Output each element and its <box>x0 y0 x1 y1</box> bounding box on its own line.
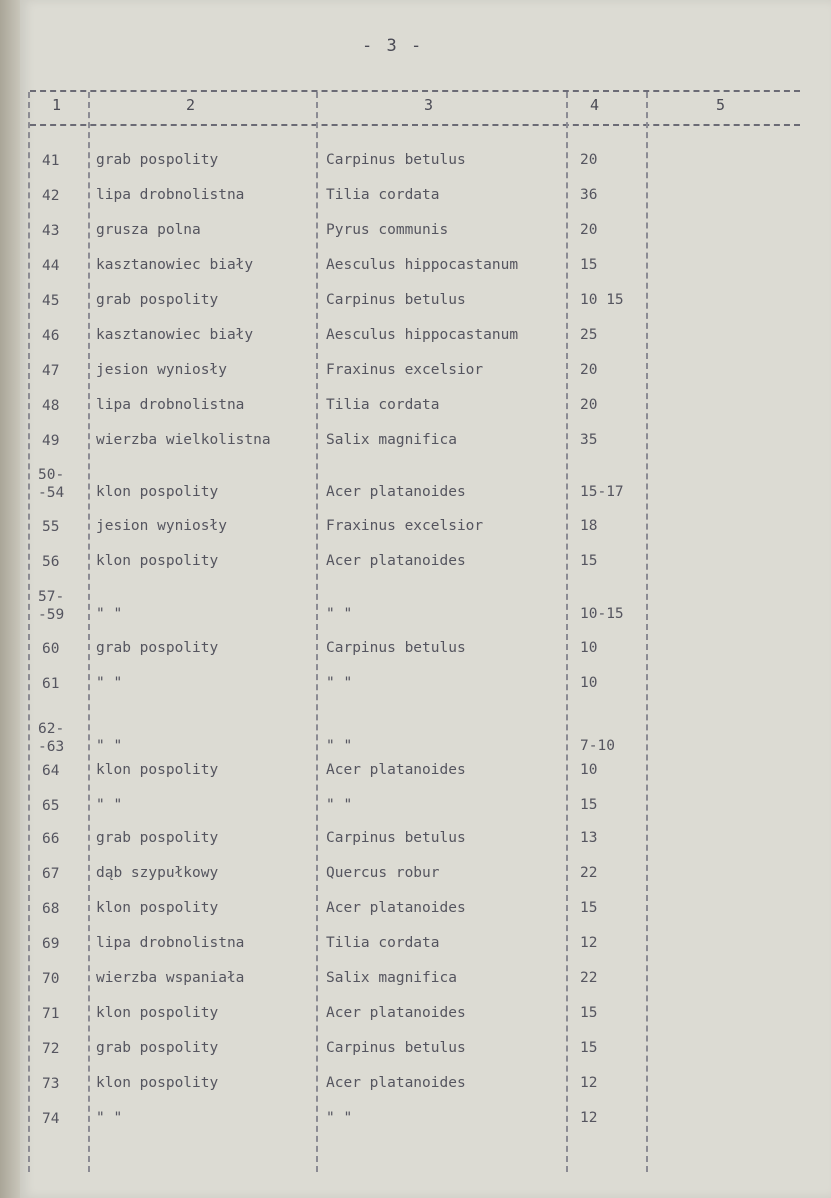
table-row <box>0 1005 831 1039</box>
row-number: 55 <box>42 519 60 535</box>
table-row <box>0 900 831 934</box>
row-number: 64 <box>42 763 60 779</box>
table-row <box>0 640 831 674</box>
polish-name: " " <box>96 606 123 622</box>
table-row <box>0 187 831 221</box>
polish-name: " " <box>96 675 123 691</box>
polish-name: klon pospolity <box>96 484 219 500</box>
latin-name: " " <box>326 738 353 754</box>
size-value: 12 <box>580 1075 598 1091</box>
size-value: 20 <box>580 362 598 378</box>
polish-name: kasztanowiec biały <box>96 257 254 273</box>
table-row <box>0 675 831 709</box>
table-row <box>0 720 831 754</box>
table-row <box>0 1110 831 1144</box>
row-number: 45 <box>42 293 60 309</box>
row-number: 72 <box>42 1041 60 1057</box>
polish-name: lipa drobnolistna <box>96 187 245 203</box>
polish-name: " " <box>96 797 123 813</box>
latin-name: Salix magnifica <box>326 432 457 448</box>
size-value: 15 <box>580 1005 598 1021</box>
table-row <box>0 970 831 1004</box>
column-header-3: 3 <box>424 96 434 114</box>
row-number: 57- -59 <box>38 589 65 623</box>
latin-name: Salix magnifica <box>326 970 457 986</box>
polish-name: klon pospolity <box>96 762 219 778</box>
column-header-5: 5 <box>716 96 726 114</box>
size-value: 15-17 <box>580 484 624 500</box>
row-number: 43 <box>42 223 60 239</box>
size-value: 12 <box>580 1110 598 1126</box>
polish-name: grab pospolity <box>96 640 219 656</box>
latin-name: Pyrus communis <box>326 222 449 238</box>
polish-name: jesion wyniosły <box>96 362 227 378</box>
table-row <box>0 397 831 431</box>
table-row <box>0 432 831 466</box>
polish-name: " " <box>96 738 123 754</box>
polish-name: grab pospolity <box>96 830 219 846</box>
table-row <box>0 588 831 622</box>
table-row <box>0 797 831 831</box>
latin-name: Acer platanoides <box>326 1075 466 1091</box>
latin-name: Acer platanoides <box>326 900 466 916</box>
latin-name: Tilia cordata <box>326 935 440 951</box>
row-number: 56 <box>42 554 60 570</box>
size-value: 10 <box>580 762 598 778</box>
polish-name: grab pospolity <box>96 292 219 308</box>
size-value: 15 <box>580 900 598 916</box>
table-row <box>0 1040 831 1074</box>
polish-name: klon pospolity <box>96 553 219 569</box>
polish-name: lipa drobnolistna <box>96 397 245 413</box>
table-row <box>0 518 831 552</box>
row-number: 66 <box>42 831 60 847</box>
polish-name: jesion wyniosły <box>96 518 227 534</box>
row-number: 42 <box>42 188 60 204</box>
table-row <box>0 762 831 796</box>
polish-name: klon pospolity <box>96 1005 219 1021</box>
latin-name: " " <box>326 675 353 691</box>
size-value: 12 <box>580 935 598 951</box>
column-header-1: 1 <box>52 96 62 114</box>
latin-name: Tilia cordata <box>326 397 440 413</box>
table-row <box>0 830 831 864</box>
row-number: 62- -63 <box>38 721 65 755</box>
table-row <box>0 1075 831 1109</box>
row-number: 71 <box>42 1006 60 1022</box>
latin-name: Fraxinus excelsior <box>326 362 484 378</box>
latin-name: Quercus robur <box>326 865 440 881</box>
latin-name: Acer platanoides <box>326 762 466 778</box>
size-value: 10-15 <box>580 606 624 622</box>
row-number: 61 <box>42 676 60 692</box>
row-number: 69 <box>42 936 60 952</box>
size-value: 20 <box>580 397 598 413</box>
row-number: 70 <box>42 971 60 987</box>
row-number: 73 <box>42 1076 60 1092</box>
size-value: 15 <box>580 553 598 569</box>
latin-name: " " <box>326 1110 353 1126</box>
row-number: 47 <box>42 363 60 379</box>
latin-name: Acer platanoides <box>326 484 466 500</box>
table-row <box>0 327 831 361</box>
table-row <box>0 292 831 326</box>
size-value: 36 <box>580 187 598 203</box>
row-number: 41 <box>42 153 60 169</box>
polish-name: grusza polna <box>96 222 201 238</box>
latin-name: Carpinus betulus <box>326 292 466 308</box>
polish-name: wierzba wielkolistna <box>96 432 271 448</box>
size-value: 22 <box>580 865 598 881</box>
size-value: 18 <box>580 518 598 534</box>
table-row <box>0 865 831 899</box>
latin-name: Acer platanoides <box>326 553 466 569</box>
size-value: 22 <box>580 970 598 986</box>
table-row <box>0 466 831 500</box>
size-value: 35 <box>580 432 598 448</box>
polish-name: lipa drobnolistna <box>96 935 245 951</box>
size-value: 10 15 <box>580 292 624 308</box>
polish-name: wierzba wspaniała <box>96 970 245 986</box>
latin-name: Aesculus hippocastanum <box>326 327 519 343</box>
latin-name: Carpinus betulus <box>326 640 466 656</box>
table-row <box>0 553 831 587</box>
polish-name: klon pospolity <box>96 1075 219 1091</box>
row-number: 49 <box>42 433 60 449</box>
latin-name: " " <box>326 606 353 622</box>
size-value: 13 <box>580 830 598 846</box>
table-row <box>0 152 831 186</box>
latin-name: " " <box>326 797 353 813</box>
row-number: 65 <box>42 798 60 814</box>
polish-name: grab pospolity <box>96 152 219 168</box>
latin-name: Fraxinus excelsior <box>326 518 484 534</box>
row-number: 74 <box>42 1111 60 1127</box>
latin-name: Tilia cordata <box>326 187 440 203</box>
size-value: 15 <box>580 257 598 273</box>
column-header-2: 2 <box>186 96 196 114</box>
size-value: 10 <box>580 640 598 656</box>
row-number: 44 <box>42 258 60 274</box>
column-header-4: 4 <box>590 96 600 114</box>
row-number: 68 <box>42 901 60 917</box>
latin-name: Carpinus betulus <box>326 152 466 168</box>
polish-name: klon pospolity <box>96 900 219 916</box>
size-value: 15 <box>580 1040 598 1056</box>
size-value: 20 <box>580 222 598 238</box>
polish-name: dąb szypułkowy <box>96 865 219 881</box>
latin-name: Acer platanoides <box>326 1005 466 1021</box>
table-row <box>0 257 831 291</box>
table-row <box>0 935 831 969</box>
row-number: 60 <box>42 641 60 657</box>
polish-name: " " <box>96 1110 123 1126</box>
row-number: 46 <box>42 328 60 344</box>
row-number: 50- -54 <box>38 467 65 501</box>
table-row <box>0 362 831 396</box>
size-value: 25 <box>580 327 598 343</box>
latin-name: Carpinus betulus <box>326 830 466 846</box>
row-number: 67 <box>42 866 60 882</box>
table-top-rule <box>30 90 800 92</box>
size-value: 15 <box>580 797 598 813</box>
polish-name: kasztanowiec biały <box>96 327 254 343</box>
polish-name: grab pospolity <box>96 1040 219 1056</box>
page-number: - 3 - <box>362 36 424 56</box>
table-header-rule <box>30 124 800 126</box>
latin-name: Aesculus hippocastanum <box>326 257 519 273</box>
row-number: 48 <box>42 398 60 414</box>
size-value: 20 <box>580 152 598 168</box>
latin-name: Carpinus betulus <box>326 1040 466 1056</box>
table-row <box>0 222 831 256</box>
size-value: 10 <box>580 675 598 691</box>
size-value: 7-10 <box>580 738 615 754</box>
